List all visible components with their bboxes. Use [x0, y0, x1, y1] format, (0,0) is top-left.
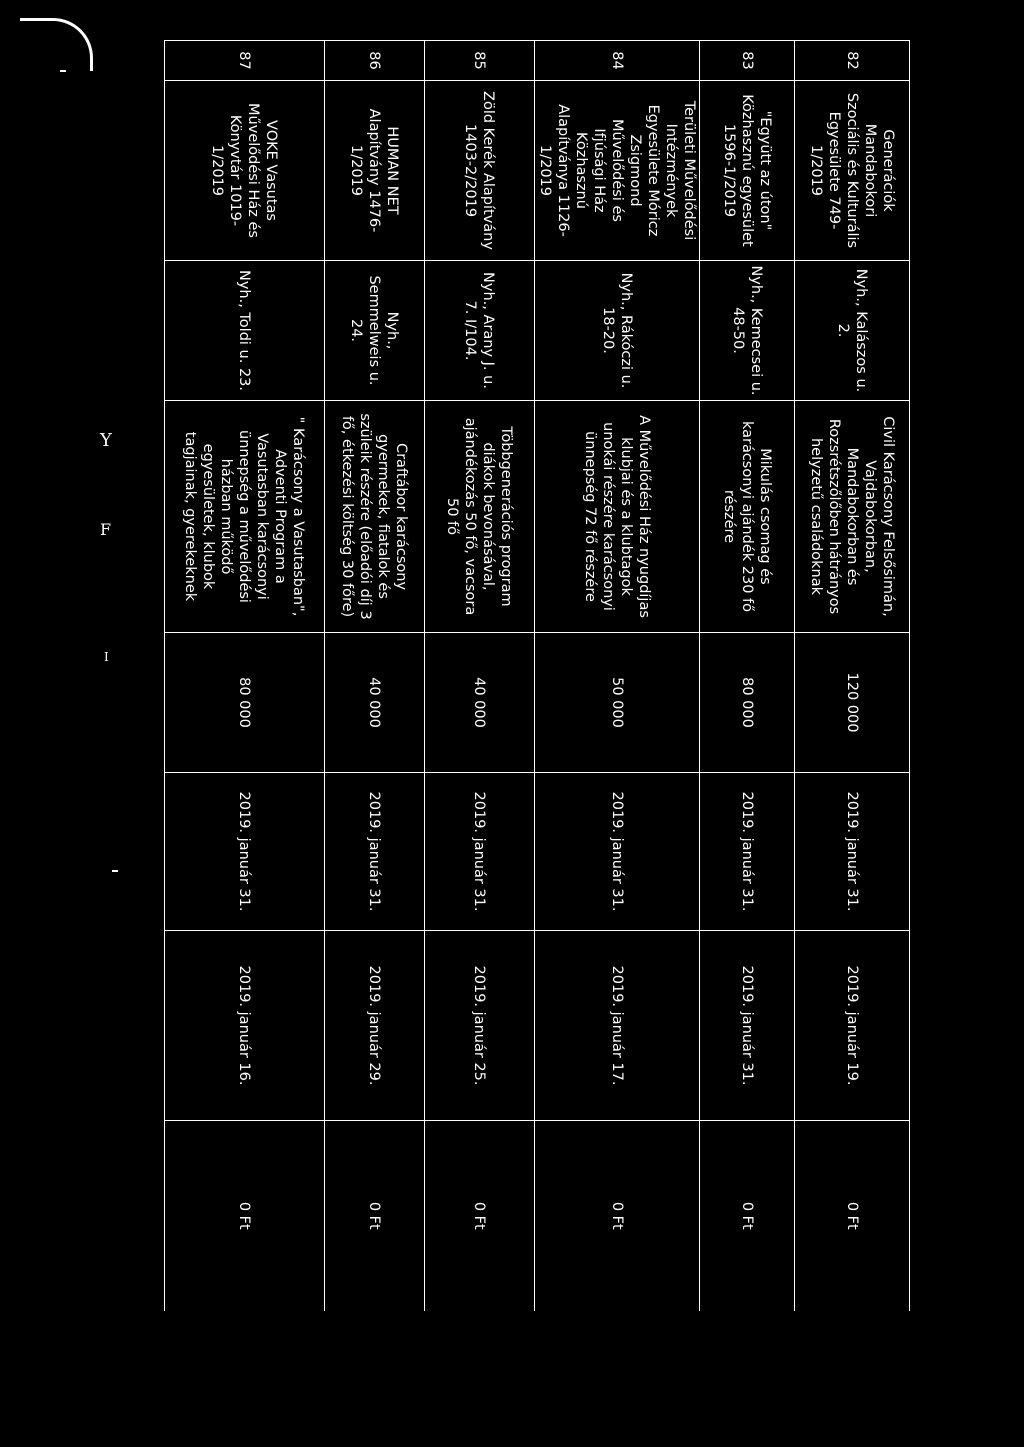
deadline-cell: 2019. január 31.: [795, 773, 910, 931]
amount-cell: 40 000: [425, 633, 535, 773]
row-number: 85: [425, 41, 535, 81]
scan-speck: [112, 870, 118, 872]
returned-cell: 0 Ft: [425, 1121, 535, 1311]
table-row: [425, 41, 535, 1311]
rotated-table-wrapper: [150, 40, 910, 1310]
organization-cell: Generációk Mandabokori Szociális és Kulturális Egyesülete 749- 1/2019: [795, 81, 910, 261]
table-row: [700, 41, 795, 1311]
description-cell: Civil Karácsony Felsősimán, Vajdabokorban, Mandabokorban és Rozsrétszőlőben hátrányos helyzetű családoknak: [795, 401, 910, 633]
returned-cell: 0 Ft: [165, 1121, 325, 1311]
deadline-cell: 2019. január 31.: [700, 773, 795, 931]
organization-cell: Területi Művelődési Intézmények Egyesülete Móricz Zsigmond Művelődési és Ifjúsági Ház Közhasznú Alapítványa 1126- 1/2019: [535, 81, 700, 261]
address-cell: Nyh., Semmelweis u. 24.: [325, 261, 425, 401]
amount-cell: 80 000: [165, 633, 325, 773]
margin-mark-2: F: [100, 520, 112, 539]
amount-cell: 40 000: [325, 633, 425, 773]
table-row: [165, 41, 325, 1311]
table-row: [535, 41, 700, 1311]
address-cell: Nyh., Kalászos u. 2.: [795, 261, 910, 401]
amount-cell: 80 000: [700, 633, 795, 773]
organization-cell: VOKE Vasutas Művelődési Ház és Könyvtár 1019- 1/2019: [165, 81, 325, 261]
organization-cell: "Együtt az úton" Közhasznú egyesület 1596-1/2019: [700, 81, 795, 261]
description-cell: Többgenerációs program diákok bevonásával, ajándékozás 50 fő, vacsora 50 fő: [425, 401, 535, 633]
address-cell: Nyh., Arany J. u. 7. I/104.: [425, 261, 535, 401]
date-cell: 2019. január 17.: [535, 931, 700, 1121]
table-row: [325, 41, 425, 1311]
description-cell: " Karácsony a Vasutasban", Adventi Program a Vasutasban karácsonyi ünnepség a művelődési házban működő egyesületek, klubok tagjainak, gyerekeknek: [165, 401, 325, 633]
amount-cell: 50 000: [535, 633, 700, 773]
amount-cell: 120 000: [795, 633, 910, 773]
scan-speck: [60, 70, 66, 72]
returned-cell: 0 Ft: [795, 1121, 910, 1311]
margin-mark-3: I: [104, 650, 109, 664]
returned-cell: 0 Ft: [325, 1121, 425, 1311]
table-row: [795, 41, 910, 1311]
row-number: 87: [165, 41, 325, 81]
description-cell: A Művelődési Ház nyugdíjas klubjai és a klubtagok unokái részére karácsonyi ünnepség 72 fő részére: [535, 401, 700, 633]
deadline-cell: 2019. január 31.: [325, 773, 425, 931]
row-number: 82: [795, 41, 910, 81]
address-cell: Nyh., Kemecsei u. 48-50.: [700, 261, 795, 401]
deadline-cell: 2019. január 31.: [535, 773, 700, 931]
returned-cell: 0 Ft: [535, 1121, 700, 1311]
date-cell: 2019. január 31.: [700, 931, 795, 1121]
returned-cell: 0 Ft: [700, 1121, 795, 1311]
row-number: 83: [700, 41, 795, 81]
deadline-cell: 2019. január 31.: [165, 773, 325, 931]
organization-cell: Zöld Kerék Alapítvány 1403-2/2019: [425, 81, 535, 261]
date-cell: 2019. január 16.: [165, 931, 325, 1121]
date-cell: 2019. január 19.: [795, 931, 910, 1121]
address-cell: Nyh., Rákóczi u. 18-20.: [535, 261, 700, 401]
scan-corner-mark: [20, 18, 93, 71]
organization-cell: HUMAN NET Alapítvány 1476- 1/2019: [325, 81, 425, 261]
margin-mark-1: Y: [100, 430, 112, 451]
address-cell: Nyh., Toldi u. 23.: [165, 261, 325, 401]
deadline-cell: 2019. január 31.: [425, 773, 535, 931]
grant-table: [164, 40, 910, 1311]
row-number: 86: [325, 41, 425, 81]
description-cell: Mikulás csomag és karácsonyi ajándék 230 fő részére: [700, 401, 795, 633]
date-cell: 2019. január 25.: [425, 931, 535, 1121]
date-cell: 2019. január 29.: [325, 931, 425, 1121]
row-number: 84: [535, 41, 700, 81]
description-cell: Craftábor karácsony gyermekek, fiatalok és szüleik részére (előadói díj 3 fő, étkezési költség 30 főre): [325, 401, 425, 633]
